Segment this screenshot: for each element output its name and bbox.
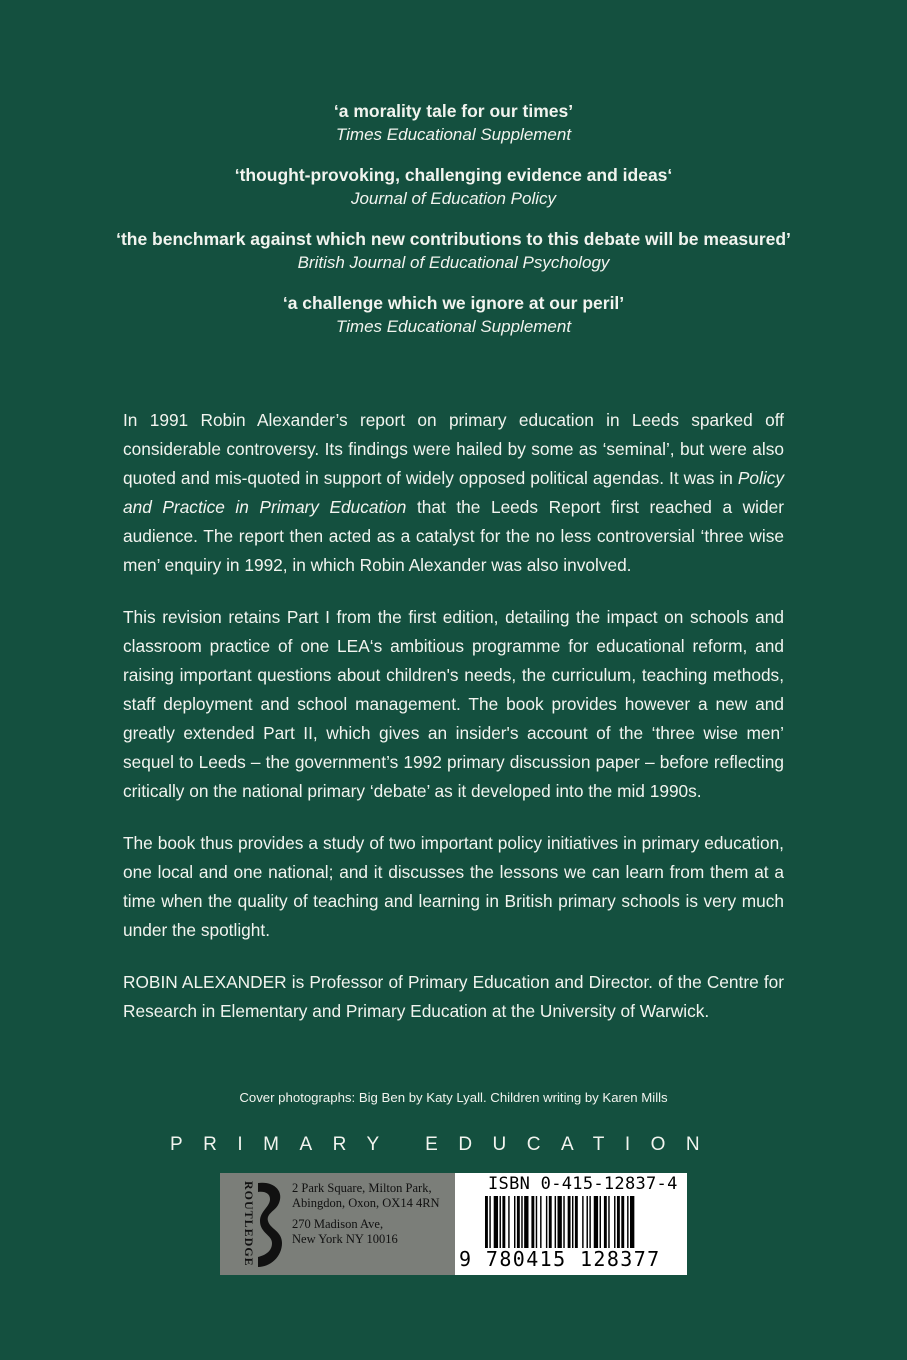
quote-text: ‘thought-provoking, challenging evidence and ideas‘ bbox=[234, 165, 673, 185]
publisher-name: ROUTLEDGE bbox=[242, 1181, 256, 1267]
address-line: New York NY 10016 bbox=[292, 1232, 398, 1246]
book-title: Policy and Practice in Primary Education bbox=[123, 468, 784, 517]
review-quote bbox=[0, 290, 907, 338]
blurb bbox=[123, 406, 784, 1026]
review-quote bbox=[0, 98, 907, 146]
quote-source: Journal of Education Policy bbox=[350, 189, 557, 208]
quote-text: ‘the benchmark against which new contributions to this debate will be measured’ bbox=[116, 229, 791, 249]
series-title: PRIMARY EDUCATION bbox=[170, 1134, 721, 1155]
review-quote bbox=[0, 226, 907, 274]
author-bio: ROBIN ALEXANDER is Professor of Primary Education and Director. of the Centre for Research in Elementary and Primary Education at the University of Warwick. bbox=[123, 972, 784, 1021]
quote-text: ‘a challenge which we ignore at our peril’ bbox=[282, 293, 625, 313]
blurb-paragraph-1 bbox=[123, 406, 784, 580]
blurb-paragraph-2: This revision retains Part I from the first edition, detailing the impact on schools and classroom practice of one LEA‘s ambitious programme for educational reform, and raising important questions about children's needs, the curriculum, teaching methods, staff deployment and school management. The book provides however a new and greatly extended Part II, which gives an insider's account of the ‘three wise men’ sequel to Leeds – the government’s 1992 primary discussion paper – before reflecting critically on the national primary ‘debate’ as it developed into the mid 1990s. bbox=[123, 607, 784, 801]
routledge-logo-icon bbox=[254, 1181, 288, 1269]
quote-source: Times Educational Supplement bbox=[335, 317, 572, 336]
isbn-label: ISBN 0-415-12837-4 bbox=[488, 1174, 678, 1194]
address-line: 270 Madison Ave, bbox=[292, 1217, 384, 1231]
photo-credits: Cover photographs: Big Ben by Katy Lyall. Children writing by Karen Mills bbox=[239, 1090, 668, 1105]
quote-source: British Journal of Educational Psychology bbox=[297, 253, 610, 272]
quote-text: ‘a morality tale for our times’ bbox=[333, 101, 574, 121]
blurb-text: In 1991 Robin Alexander’s report on primary education in Leeds sparked off considerable controversy. Its findings were hailed by some as ‘seminal’, but were also quoted and mis-quoted in support of widely opposed political agendas. It was in bbox=[123, 410, 784, 488]
blurb-paragraph-3: The book thus provides a study of two important policy initiatives in primary education, one local and one national; and it discusses the lessons we can learn from them at a time when the quality of teaching and learning in British primary schools is very much under the spotlight. bbox=[123, 833, 784, 940]
review-quotes bbox=[0, 98, 907, 354]
address-line: Abingdon, Oxon, OX14 4RN bbox=[292, 1196, 440, 1210]
blurb-text: that the Leeds Report first reached a wider audience. The report then acted as a catalyst for the no less controversial ‘three wise men’ enquiry in 1992, in which Robin Alexander was also involved. bbox=[123, 497, 784, 575]
publisher-address bbox=[292, 1181, 454, 1247]
isbn-barcode bbox=[455, 1173, 687, 1275]
review-quote bbox=[0, 162, 907, 210]
address-line: 2 Park Square, Milton Park, bbox=[292, 1181, 432, 1195]
publisher-imprint bbox=[220, 1173, 455, 1275]
quote-source: Times Educational Supplement bbox=[335, 125, 572, 144]
isbn-digits: 9 780415 128377 bbox=[459, 1247, 661, 1271]
barcode-icon bbox=[485, 1196, 681, 1248]
